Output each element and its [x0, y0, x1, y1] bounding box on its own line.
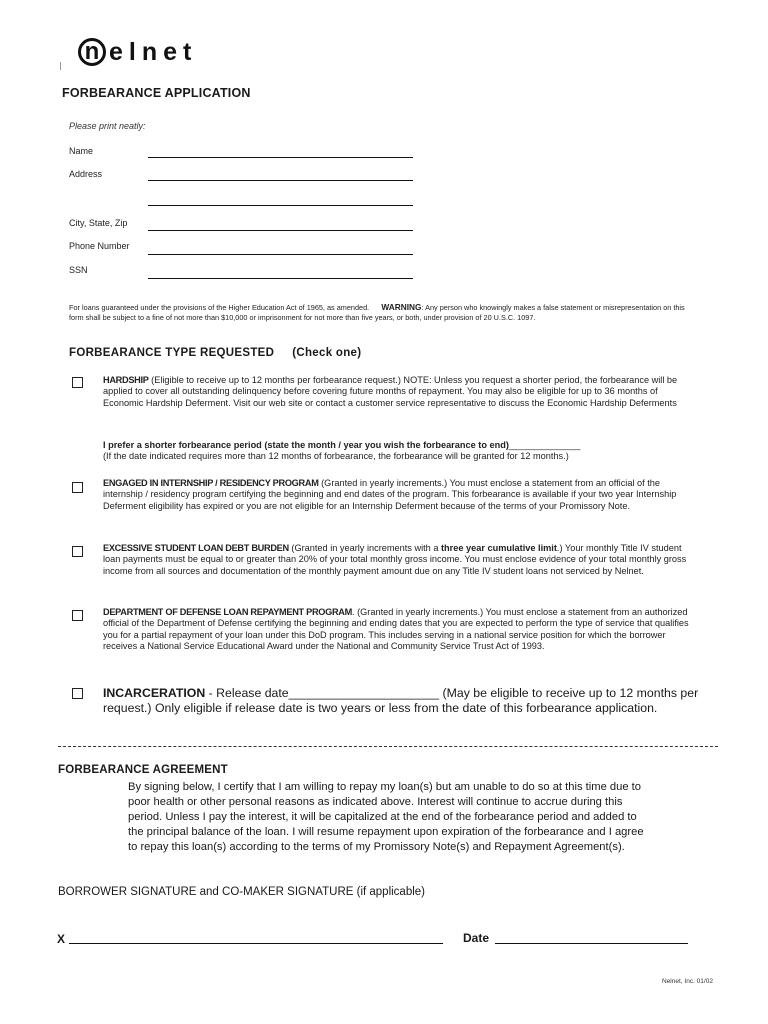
phone-field[interactable] — [148, 254, 413, 255]
footer-revision: Nelnet, Inc. 01/02 — [662, 978, 713, 985]
hardship-description: (Eligible to receive up to 12 months per forbearance request.) NOTE: Unless you request a shorter period, the forbearance will be applied to cover all outstanding delinquency before covering future months of repayment. You may also be eligible for up to 36 months of Economic Hardship Deferment. Visit our web site or contact a customer service representative to discuss the Economic Hardship Deferments — [103, 375, 678, 408]
shorter-period-blank[interactable]: ______________ — [508, 440, 581, 450]
city-state-zip-field[interactable] — [148, 230, 413, 231]
incarceration-option-text — [103, 686, 703, 717]
name-field[interactable] — [148, 157, 413, 158]
ssn-field[interactable] — [148, 278, 413, 279]
incarceration-description: - Release date______________________ (May be eligible to receive up to 12 months per request.) Only eligible if release date is two years or less from the date of this forbearance application. — [103, 686, 699, 716]
debt-burden-description-b: .) Your monthly Title IV student loan payments must be equal to or greater than 20% of your total monthly gross income. You must enclose evidence of your total monthly gross income from all sources and documentation of the monthly payment amount due on any Title IV student loans not serviced by Nelnet. — [103, 543, 687, 576]
shorter-period-note: (If the date indicated requires more than 12 months of forbearance, the forbearance will be granted for 12 months.) — [103, 451, 569, 462]
shorter-period-prompt: I prefer a shorter forbearance period (state the month / year you wish the forbearance to end) — [103, 440, 509, 450]
nelnet-logo — [78, 34, 197, 70]
internship-checkbox[interactable] — [72, 482, 83, 493]
cut-line-divider — [58, 746, 718, 747]
hardship-heading: HARDSHIP — [103, 375, 149, 385]
internship-option-text — [103, 478, 698, 512]
dod-heading: DEPARTMENT OF DEFENSE LOAN REPAYMENT PROGRAM — [103, 607, 352, 617]
page-mark — [60, 62, 61, 70]
ssn-label: SSN — [69, 265, 88, 275]
internship-heading: ENGAGED IN INTERNSHIP / RESIDENCY PROGRAM — [103, 478, 319, 488]
legal-intro: For loans guaranteed under the provisions of the Higher Education Act of 1965, as amended. — [69, 303, 370, 312]
section-title — [69, 347, 361, 359]
form-title: FORBEARANCE APPLICATION — [62, 86, 251, 100]
incarceration-checkbox[interactable] — [72, 688, 83, 699]
warning-label: WARNING — [381, 302, 422, 312]
warning-text: : Any person who knowingly makes a false statement or misrepresentation on this form shall be subject to a fine of not more than $10,000 or imprisonment for not more than five years, or both, under provision of 20 U.S.C. 1097. — [69, 303, 685, 322]
address-field-line-1[interactable] — [148, 180, 413, 181]
internship-description: (Granted in yearly increments.) You must enclose a statement from an official of the internship / residency program certifying the beginning and end dates of the program. This forbearance is available if your two year Internship Deferment eligibility has expired or you are not eligible for an Internship Deferment because of the terms of your Promissory Note. — [103, 478, 677, 511]
debt-burden-description-a: (Granted in yearly increments with a — [288, 543, 441, 553]
date-label: Date — [463, 931, 490, 945]
dod-checkbox[interactable] — [72, 610, 83, 621]
address-field-line-2[interactable] — [148, 205, 413, 206]
signature-field[interactable] — [69, 943, 443, 944]
hardship-shorter-period — [103, 440, 698, 463]
dod-option-text — [103, 607, 698, 652]
date-field[interactable] — [495, 943, 688, 944]
logo-wordmark: elnet — [109, 37, 198, 66]
hardship-option-text — [103, 375, 698, 409]
name-label: Name — [69, 146, 94, 156]
signature-x-label: X — [57, 932, 66, 946]
incarceration-heading: INCARCERATION — [103, 686, 206, 700]
debt-burden-option-text — [103, 543, 698, 577]
signature-heading: BORROWER SIGNATURE and CO-MAKER SIGNATURE (if applicable) — [58, 886, 426, 898]
logo-circle-letter: n — [78, 38, 106, 66]
city-state-zip-label: City, State, Zip — [69, 218, 128, 228]
phone-label: Phone Number — [69, 241, 130, 251]
debt-burden-checkbox[interactable] — [72, 546, 83, 557]
debt-burden-heading: EXCESSIVE STUDENT LOAN DEBT BURDEN — [103, 543, 289, 553]
print-neatly-note: Please print neatly: — [69, 121, 146, 131]
address-label: Address — [69, 169, 103, 179]
agreement-text: By signing below, I certify that I am willing to repay my loan(s) but am unable to do so at this time due to poor health or other personal reasons as indicated above. Interest will continue to accrue during this period. Unless I pay the interest, it will be capitalized at the end of the forbearance period and added to the principal balance of the loan. I will resume repayment upon expiration of the forbearance and I agree to repay this loan(s) according to the terms of my Promissory Note(s) and Repayment Agreement(s). — [128, 781, 644, 853]
hardship-checkbox[interactable] — [72, 377, 83, 388]
legal-notice — [69, 302, 694, 323]
section-title-text: FORBEARANCE TYPE REQUESTED — [69, 347, 275, 359]
agreement-title: FORBEARANCE AGREEMENT — [58, 764, 228, 776]
debt-burden-limit: three year cumulative limit — [441, 543, 557, 553]
section-hint: (Check one) — [292, 347, 362, 359]
dod-description: . (Granted in yearly increments.) You must enclose a statement from an authorized official of the Department of Defense certifying the beginning and ending dates that you are expected to perform the type of service that qualifies you for a partial repayment of your loan under this DoD program. This includes serving in a national service position for which the borrower receives a National Service Educational Award under the National and Community Service Trust Act of 1993. — [103, 607, 689, 651]
